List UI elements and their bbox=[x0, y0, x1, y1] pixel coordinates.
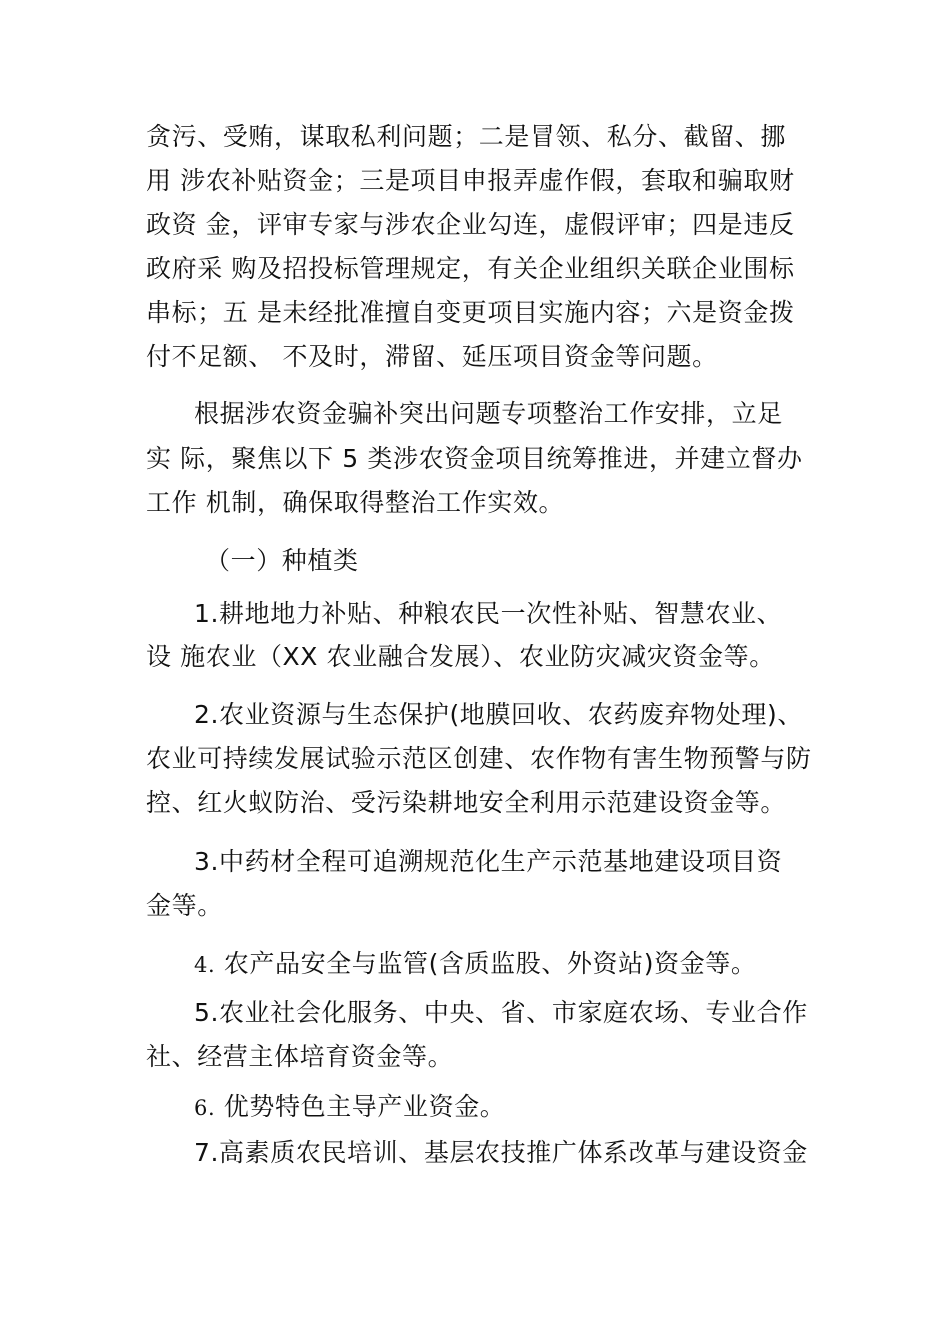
paragraph-1-line-3: 政资 金，评审专家与涉农企业勾连，虚假评审；四是违反 bbox=[146, 210, 795, 239]
item-1-line-2: 设 施农业（XX 农业融合发展）、农业防灾减灾资金等。 bbox=[146, 642, 775, 671]
paragraph-1-line-1: 贪污、受贿，谋取私利问题；二是冒领、私分、截留、挪 bbox=[146, 122, 787, 151]
item-5-line-1: 5.农业社会化服务、中央、省、市家庭农场、专业合作 bbox=[194, 998, 808, 1027]
item-7-line-1: 7.高素质农民培训、基层农技推广体系改革与建设资金 bbox=[194, 1138, 808, 1167]
item-3-line-1: 3.中药材全程可追溯规范化生产示范基地建设项目资 bbox=[194, 847, 783, 876]
item-6-number: 6. bbox=[194, 1096, 216, 1120]
item-1-line-1: 1.耕地地力补贴、种粮农民一次性补贴、智慧农业、 bbox=[194, 599, 783, 628]
item-2-line-2: 农业可持续发展试验示范区创建、农作物有害生物预警与防 bbox=[146, 744, 812, 773]
paragraph-1-line-2: 用 涉农补贴资金；三是项目申报弄虚作假，套取和骗取财 bbox=[146, 166, 795, 195]
section-heading: （一）种植类 bbox=[205, 546, 359, 575]
item-3-line-2: 金等。 bbox=[146, 891, 223, 920]
paragraph-2-line-3: 工作 机制，确保取得整治工作实效。 bbox=[146, 488, 565, 517]
item-2-line-3: 控、红火蚁防治、受污染耕地安全利用示范建设资金等。 bbox=[146, 788, 787, 817]
item-2-line-1: 2.农业资源与生态保护(地膜回收、农药废弃物处理)、 bbox=[194, 700, 803, 729]
item-4-text: 农产品安全与监管(含质监股、外资站)资金等。 bbox=[223, 949, 757, 978]
item-4-number: 4. bbox=[194, 953, 216, 977]
paragraph-2-line-1: 根据涉农资金骗补突出问题专项整治工作安排，立足 bbox=[194, 399, 783, 428]
item-4 bbox=[194, 947, 757, 982]
item-6-text: 优势特色主导产业资金。 bbox=[223, 1092, 506, 1121]
paragraph-1-line-5: 串标；五 是未经批准擅自变更项目实施内容；六是资金拨 bbox=[146, 298, 795, 327]
item-6 bbox=[194, 1090, 505, 1125]
item-5-line-2: 社、经营主体培育资金等。 bbox=[146, 1042, 454, 1071]
paragraph-1-line-6: 付不足额、 不及时，滞留、延压项目资金等问题。 bbox=[146, 342, 718, 371]
paragraph-1-line-4: 政府采 购及招投标管理规定，有关企业组织关联企业围标 bbox=[146, 254, 795, 283]
paragraph-2-line-2: 实 际，聚焦以下 5 类涉农资金项目统筹推进，并建立督办 bbox=[146, 444, 803, 473]
